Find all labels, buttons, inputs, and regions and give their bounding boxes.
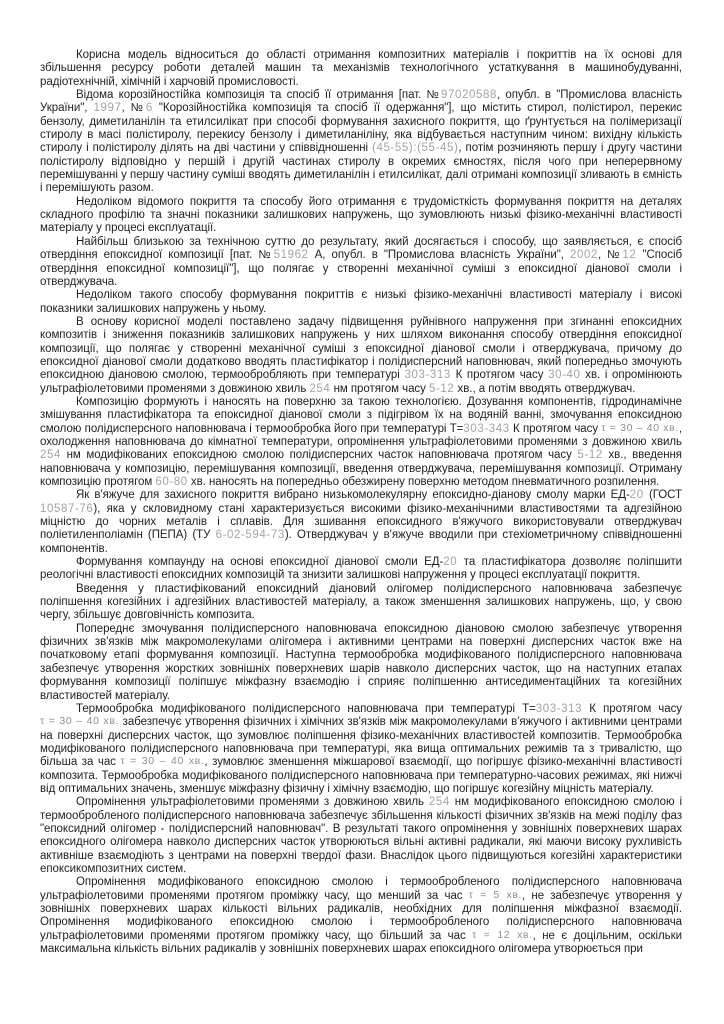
faint-number: 51962 bbox=[273, 249, 309, 262]
paragraph bbox=[40, 316, 682, 396]
text-segment: хв., а потім вводять отверджувач. bbox=[454, 382, 636, 395]
text-segment: , № bbox=[121, 102, 146, 115]
paragraph bbox=[40, 89, 682, 196]
text-segment: Недоліком відомого покриття та способу його отримання є трудомісткість формування покриття на деталях складного профілю та значні показники залишкових напружень, що зумовлюють низькі фізико-механічні властивості матеріалу у процесі експлуатації. bbox=[40, 195, 682, 235]
paragraph bbox=[40, 556, 682, 583]
text-segment: В основу корисної моделі поставлено задачу підвищення руйнівного напруження при згинанні епоксидних композитів і зниження показників залишкових напружень у них шляхом виконання способу отвердіння епоксидної композиції, що полягає у створенні механічної суміші з епоксидної діанової смоли і отверджувача, причому до епоксидної діанової смоли додатково вводять пластифікатор і полідисперсний наповнювач, який попередньо змочують епоксидною діановою смолою, термообробляють при температурі bbox=[40, 315, 682, 382]
faint-number: (45-55):(55-45) bbox=[372, 142, 459, 155]
text-segment: К протягом часу bbox=[582, 702, 682, 715]
document-body bbox=[40, 49, 682, 956]
faint-number: 1997 bbox=[93, 102, 122, 115]
faint-number: 303-343 bbox=[463, 422, 510, 435]
paragraph bbox=[40, 489, 682, 556]
faint-number: 97020588 bbox=[441, 89, 497, 102]
paragraph bbox=[40, 396, 682, 489]
text-segment: нм модифікованого епоксидною смолою і термообробленого полідисперсного наповнювача забезпечує збільшення кількості фізичних зв'язків на межі поділу фаз "епоксидний олігомер - полідисперсний наповнювач". В результаті такого опромінення у зовнішніх поверхневих шарах епоксидного олігомера навколо дисперсних часток утворюються вільні активні радикали, які маючи високу рухливість активніше взаємодіють з центрами на поверхні твердої фази. Внаслідок цього підвищуються когезійні характеристики епоксикомпозитних систем. bbox=[40, 796, 682, 875]
text-segment: К протягом часу bbox=[450, 369, 549, 382]
text-segment: забезпечує утворення фізичних і хімічних зв'язків між макромолекулами в'яжучого і активними центрами на поверхні дисперсних часток, що зумовлює поліпшення фізико-механічних властивостей композитів. Термообробка модифікованого полідисперсного наповнювача при температурі, яка вища оптимальних режимів та з тривалістю, що більша за час bbox=[40, 716, 682, 769]
text-segment: "Спосіб отвердіння епоксидної композиції"], що полягає у створенні механічної суміші з епоксидної діанової смоли і отверджувача. bbox=[40, 249, 682, 288]
text-segment: хв., введення наповнювача у композицію, перемішування композиції, введення отверджувача, перемішування композиції. Отриману композицію протягом bbox=[40, 449, 682, 488]
inline-formula: τ = 5 хв. bbox=[468, 888, 523, 901]
faint-number: 60-80 bbox=[155, 476, 188, 488]
inline-formula: τ = 12 хв. bbox=[472, 928, 533, 941]
text-segment: ). Отверджувач у в'яжуче вводили при стехіометричному співвідношенні компонентів. bbox=[40, 529, 682, 555]
faint-number: 303-313 bbox=[404, 369, 451, 382]
text-segment: , не є доцільним, оскільки максимальна кількість вільних радикалів у зовнішніх поверхневих шарах епоксидного олігомера утворюється при bbox=[40, 929, 682, 956]
inline-formula: τ = 30 – 40 хв. bbox=[601, 421, 679, 434]
paragraph bbox=[40, 289, 682, 316]
faint-number: 30-40 bbox=[548, 369, 581, 382]
faint-number: 254 bbox=[309, 382, 331, 395]
faint-number: 6 bbox=[145, 102, 153, 115]
text-segment: , охолодження наповнювача до кімнатної температури, опромінення ультрафіолетовими променями з довжиною хвиль bbox=[40, 422, 682, 448]
text-segment: Недоліком такого способу формування покриттів є низькі фізико-механічні властивості матеріалу і високі показники залишкових напружень у ньому. bbox=[40, 289, 682, 315]
text-segment: К протягом часу bbox=[509, 422, 602, 435]
faint-number: 303-313 bbox=[535, 702, 583, 715]
text-segment: Опромінення модифікованого епоксидною смолою і термообробленого полідисперсного наповнювача ультрафіолетовими променями протягом проміжку часу, що менший за час bbox=[40, 876, 682, 902]
inline-formula: τ = 30 – 40 хв. bbox=[40, 715, 120, 728]
text-segment: Попереднє змочування полідисперсного наповнювача епоксидною діановою смолою забезпечує утворення фізичних зв'язків між макромолекулами олігомера і активними центрами на поверхні дисперсних часток вже на початковому етапі формування композиції. Наступна термообробка модифікованого полідисперсного наповнювача забезпечує утворення жорстких зовнішніх поверхневих шарів навколо дисперсних часток, що на наступних етапах формування композиції поліпшує міжфазну взаємодію і сприяє поліпшенню антиседиментаційних та когезійних властивостей матеріалу. bbox=[40, 622, 682, 702]
text-segment: хв. і опромінюють ультрафіолетовими променями з довжиною хвиль bbox=[40, 369, 682, 395]
faint-number: 10587-76 bbox=[40, 502, 94, 515]
paragraph bbox=[40, 49, 682, 89]
paragraph bbox=[40, 196, 682, 236]
paragraph bbox=[40, 623, 682, 703]
faint-number: 254 bbox=[428, 796, 450, 809]
text-segment: нм протягом часу bbox=[330, 382, 429, 395]
faint-number: 5-12 bbox=[577, 449, 603, 462]
faint-number: 5-12 bbox=[428, 382, 455, 395]
text-segment: "Корозійностійка композиція та спосіб її одержання"], що містить стирол, полістирол, перекис бензолу, диметиланілін та етилсилікат при способі формування захисного покриття, що ґрунтується на полімеризації стиролу в масі полістиролу, перекису бензолу і диметиланіліну, яка відбувається наступним чином: вихідну кількість стиролу і полістиролу ділять на дві частини у співвідношенні bbox=[40, 102, 683, 155]
text-segment: Як в'яжуче для захисного покриття вибрано низькомолекулярну епоксидно-діанову смолу марки ЕД- bbox=[76, 489, 630, 502]
text-segment: Введення у пластифікований епоксидний діановий олігомер полідисперсного наповнювача забезпечує поліпшення когезійних і адгезійних властивостей матеріалу, а також зменшення залишкових напружень, що, у свою чергу, збільшує довговічність композита. bbox=[40, 582, 682, 622]
text-segment: Термообробка модифікованого полідисперсного наповнювача при температурі Т= bbox=[76, 702, 536, 715]
text-segment: Опромінення ультрафіолетовими променями з довжиною хвиль bbox=[76, 796, 429, 809]
text-segment: , потім розчиняють першу і другу частини полістиролу відповідно у першій і другій частинах стиролу в окремих ємностях, після чого при неперервному перемішуванні у першу частину суміші вводять диметиланілін і етилсилікат, далі отримані композиції зливають в ємність і перемішують разом. bbox=[40, 142, 683, 195]
text-segment: Корисна модель відноситься до області отримання композитних матеріалів і покриттів на їх основі для збільшення ресурсу роботи деталей машин та механізмів технологічного устаткування в машинобудуванні, радіотехнічній, хімічній і харчовій промисловості. bbox=[40, 49, 682, 88]
text-segment: нм модифікованих епоксидною смолою полідисперсних часток наповнювача протягом часу bbox=[61, 449, 578, 462]
text-segment: , № bbox=[597, 249, 623, 262]
text-segment: , опубл. в "Промислова власність України", bbox=[40, 89, 682, 115]
text-segment: Формування компаунду на основі епоксидної діанової смоли ЕД- bbox=[76, 556, 444, 569]
text-segment: (ГОСТ bbox=[643, 489, 683, 502]
faint-number: 12 bbox=[622, 249, 637, 262]
text-segment: А, опубл. в "Промислова власність України", bbox=[308, 249, 570, 262]
text-segment: Найбільш близькою за технічною суттю до результату, який досягається і способу, що заявляється, є спосіб отвердіння епоксидної композиції [пат. № bbox=[40, 235, 682, 262]
paragraph bbox=[40, 236, 682, 289]
paragraph bbox=[40, 876, 682, 956]
text-segment: , зумовлює зменшення міжшарової взаємодії, що погіршує фізико-механічні властивості композита. Термообробка модифікованого полідисперсного наповнювача при температурно-часових режимах, які нижчі від оптимальних значень, зменшує міжфазну фізичну і хімічну взаємодію, що погіршує когезійну міцність матеріалу. bbox=[40, 756, 683, 795]
inline-formula: τ = 30 – 40 хв. bbox=[120, 755, 205, 768]
text-segment: хв. наносять на попередньо обезжирену поверхню методом пневматичного розпилення. bbox=[187, 476, 660, 488]
text-segment: Композицію формують і наносять на поверхню за такою технологією. Дозування компонентів, гідродинамічне змішування пластифікатора та епоксидної діанової смоли з підігрівом їх на водяній ванні, змочування епоксидною смолою полідисперсного наповнювача і термообробка його при температурі Т= bbox=[40, 395, 682, 435]
text-segment: та пластифікатора дозволяє поліпшити реологічні властивості епоксидних композицій та знизити залишкові напруження у процесі експлуатації покриття. bbox=[40, 556, 682, 582]
text-segment: ), яка у скловидному стані характеризується високими фізико-механічними властивостями та адгезійною міцністю до чорних металів і сплавів. Для зшивання епоксидного в'яжучого використовували отверджувач поліетиленполіамін (ПЕПА) (ТУ bbox=[40, 502, 682, 542]
text-segment: Відома корозійностійка композиція та спосіб її отримання [пат. № bbox=[76, 89, 441, 102]
text-segment: , не забезпечує утворення у зовнішніх поверхневих шарах кількості вільних радикалів, необхідних для поліпшення міжфазної взаємодії. Опромінення модифікованого епоксидною смолою і термообробленого полідисперсного наповнювача ультрафіолетовими променями протягом проміжку часу, що більший за час bbox=[40, 889, 682, 942]
paragraph bbox=[40, 583, 682, 623]
faint-number: 2002 bbox=[569, 249, 598, 262]
faint-number: 6-02-594-73 bbox=[215, 529, 285, 542]
faint-number: 20 bbox=[443, 556, 458, 569]
faint-number: 254 bbox=[40, 449, 61, 462]
paragraph bbox=[40, 703, 682, 796]
paragraph bbox=[40, 796, 682, 876]
faint-number: 20 bbox=[629, 489, 644, 502]
